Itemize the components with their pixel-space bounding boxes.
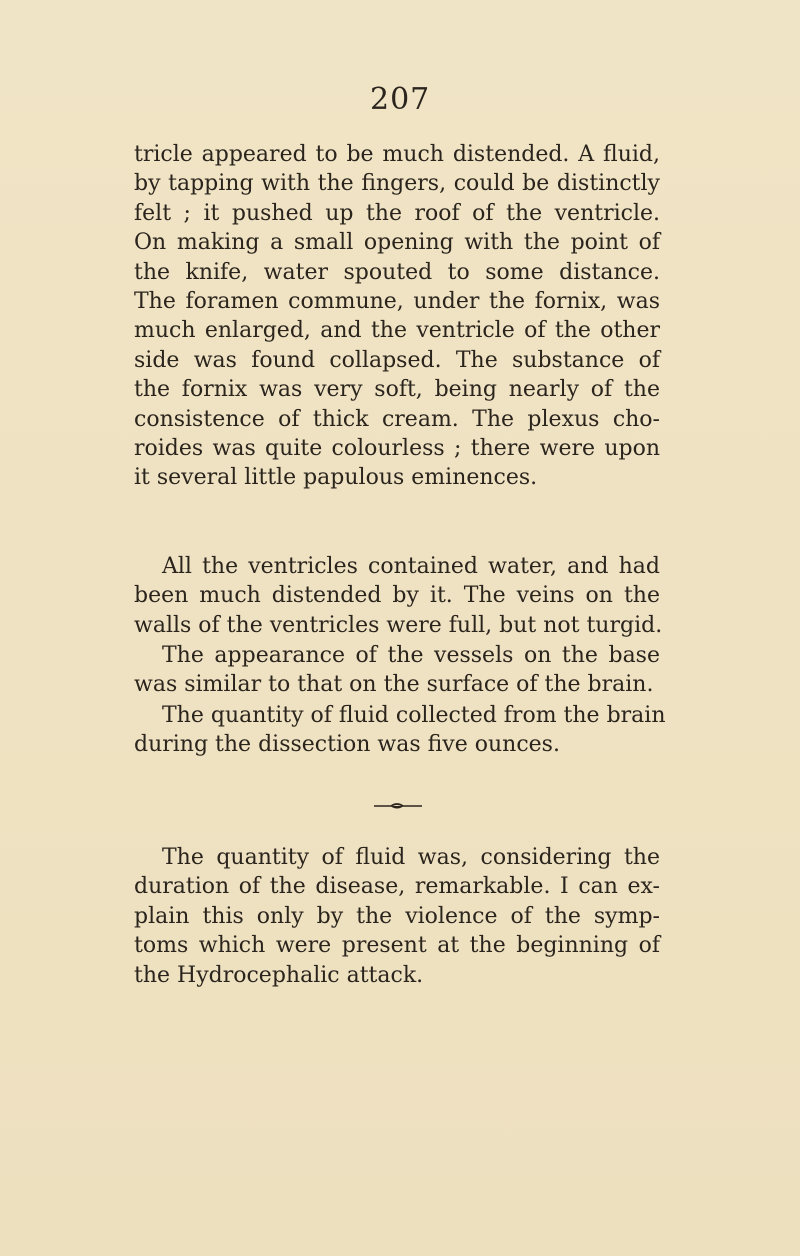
text-line: side was found collapsed. The substance of xyxy=(134,347,660,373)
text-line: The foramen commune, under the fornix, was xyxy=(134,289,660,315)
text-line: by tapping with the fingers, could be distinctly xyxy=(134,171,660,197)
text-line: felt ; it pushed up the roof of the ventricle. xyxy=(134,200,660,226)
section-divider xyxy=(373,800,423,812)
paragraph-vessels-base xyxy=(134,641,660,700)
text-line: consistence of thick cream. The plexus cho- xyxy=(134,406,660,432)
page-number: 207 xyxy=(370,82,431,117)
paragraph-fluid-quantity xyxy=(134,701,666,760)
text-line: The quantity of fluid collected from the brain xyxy=(162,703,666,728)
text-line: much enlarged, and the ventricle of the other xyxy=(134,318,660,344)
text-line: the fornix was very soft, being nearly of the xyxy=(134,377,660,403)
text-line: was similar to that on the surface of the brain. xyxy=(134,672,654,698)
paragraph-ventricles-water xyxy=(134,552,663,640)
text-line: duration of the disease, remarkable. I can ex- xyxy=(134,874,660,900)
text-line: during the dissection was five ounces. xyxy=(134,732,560,758)
text-line: roides was quite colourless ; there were upon xyxy=(134,436,660,462)
paragraph-ventricle-description xyxy=(134,140,660,493)
text-line: plain this only by the violence of the symp- xyxy=(134,903,660,929)
text-line: All the ventricles contained water, and had xyxy=(162,554,660,579)
text-line: The quantity of fluid was, considering the xyxy=(162,845,660,870)
text-line: it several little papulous eminences. xyxy=(134,465,538,491)
text-line: toms which were present at the beginning of xyxy=(134,933,660,959)
text-line: tricle appeared to be much distended. A fluid, xyxy=(134,142,660,167)
text-line: been much distended by it. The veins on the xyxy=(134,583,660,609)
text-line: the knife, water spouted to some distance. xyxy=(134,259,660,285)
paragraph-commentary xyxy=(134,843,660,990)
text-line: On making a small opening with the point of xyxy=(134,230,660,256)
text-line: the Hydrocephalic attack. xyxy=(134,962,424,988)
text-line: The appearance of the vessels on the base xyxy=(162,643,660,668)
text-line: walls of the ventricles were full, but not turgid. xyxy=(134,612,663,638)
